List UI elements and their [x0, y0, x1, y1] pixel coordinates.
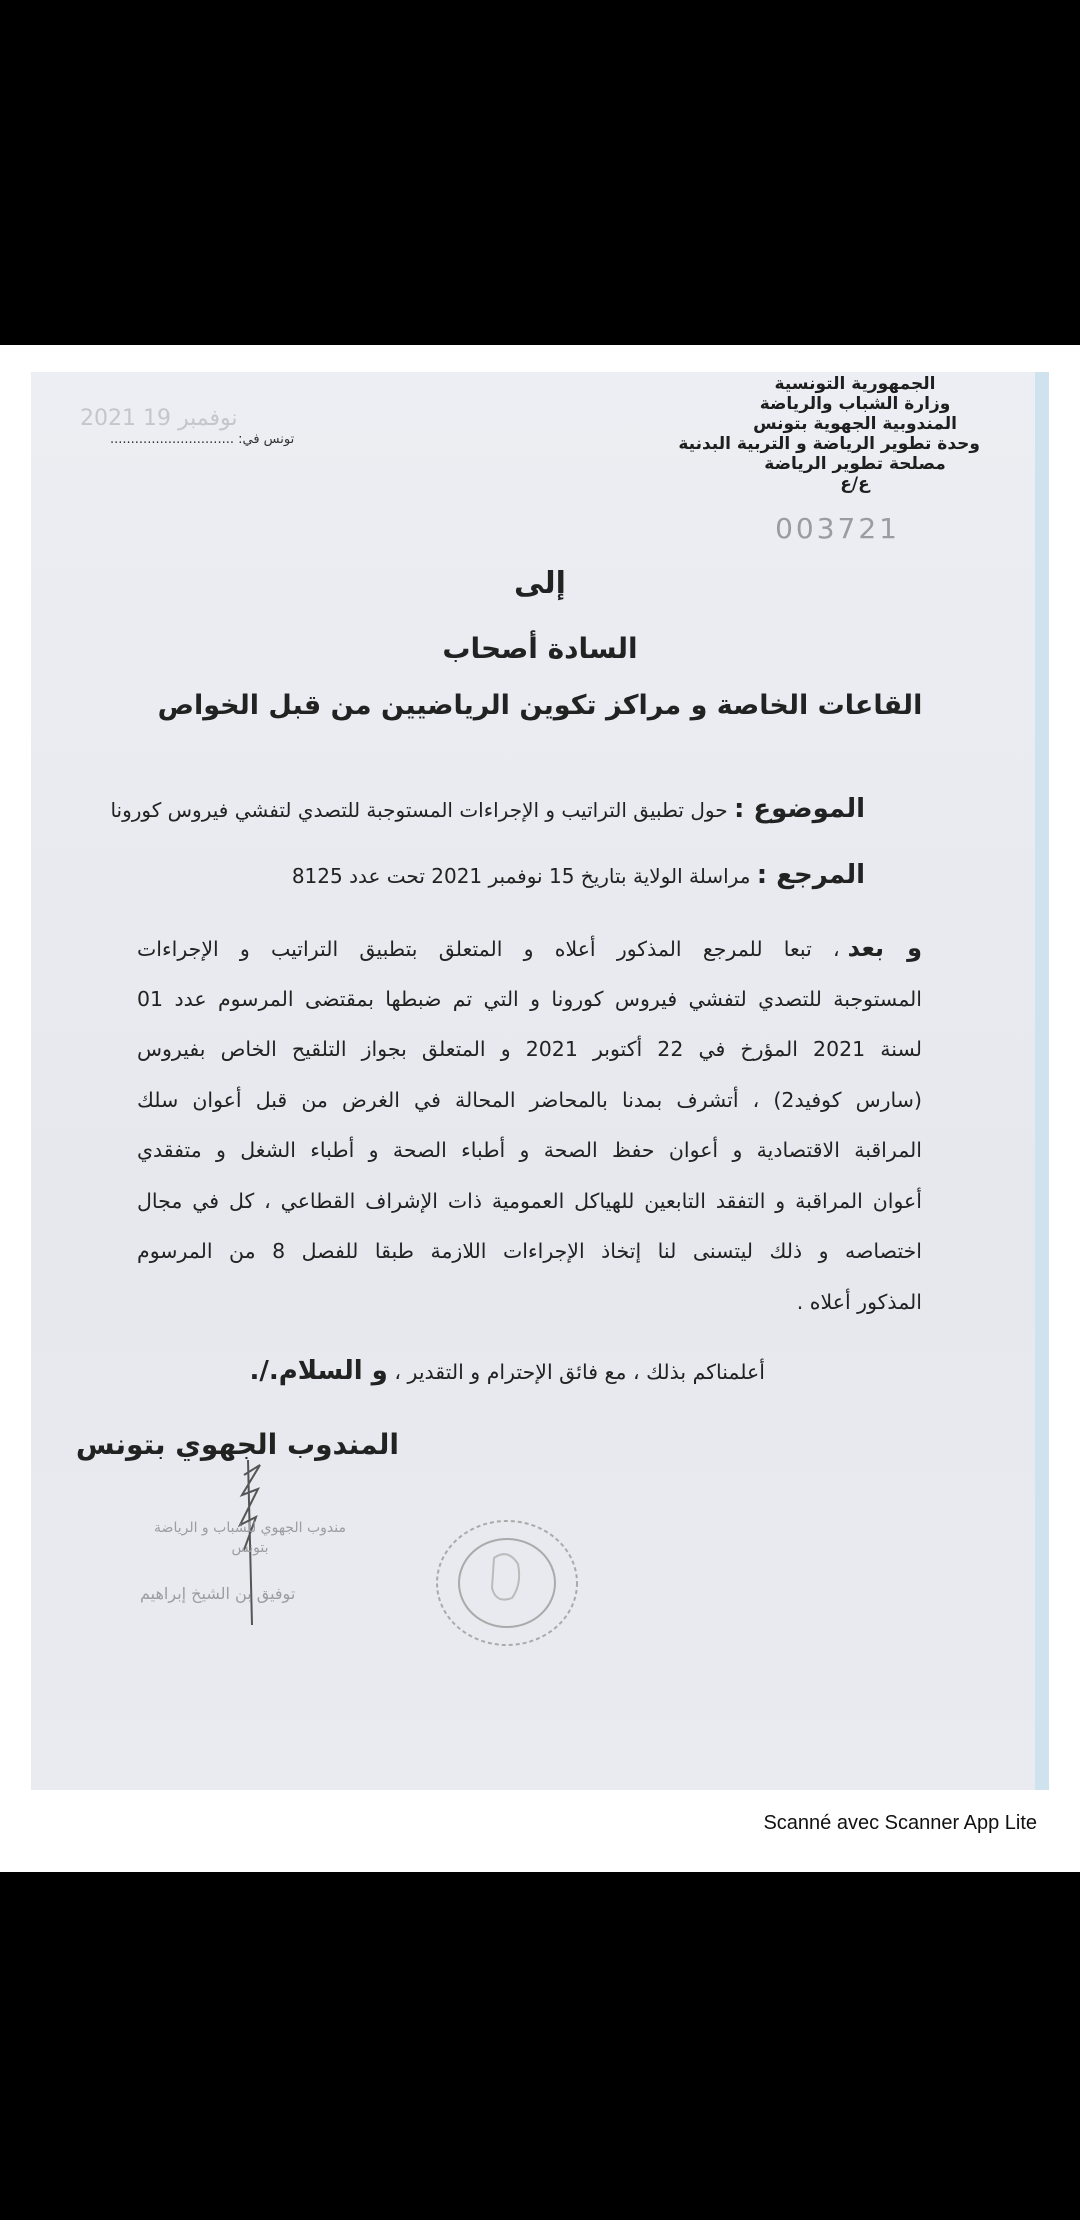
- closing: [249, 1356, 765, 1386]
- body-text: ، تبعا للمرجع المذكور أعلاه و المتعلق بتطبيق التراتيب و الإجراءات: [137, 937, 840, 961]
- body-line: لسنة 2021 المؤرخ في 22 أكتوبر 2021 و المتعلق بجواز التلقيح الخاص بفيروس: [137, 1037, 922, 1061]
- letterhead: [678, 374, 980, 494]
- stamp-line: مندوب الجهوي للشباب و الرياضة: [154, 1520, 346, 1536]
- letterhead-line: وحدة تطوير الرياضة و التربية البدنية: [678, 434, 980, 454]
- addressee-line2: القاعات الخاصة و مراكز تكوين الرياضيين من قبل الخواص: [157, 690, 923, 721]
- addressee-to: إلى: [514, 566, 566, 601]
- body-line: [137, 923, 922, 974]
- date-stamp: 2021 نوفمبر 19: [80, 406, 238, 431]
- body-line: اختصاصه و ذلك ليتسنى لنا إتخاذ الإجراءات اللازمة طبقا للفصل 8 من المرسوم: [137, 1239, 922, 1263]
- signature-title: المندوب الجهوي بتونس: [75, 1428, 399, 1461]
- body-line: أعوان المراقبة و التفقد التابعين للهياكل العمومية ذات الإشراف القطاعي ، كل في مجال: [137, 1188, 922, 1213]
- closing-text: أعلمناكم بذلك ، مع فائق الإحترام و التقدير ،: [387, 1360, 765, 1384]
- letterhead-line: المندوبية الجهوية بتونس: [753, 414, 957, 434]
- registration-number: 003721: [775, 512, 900, 545]
- signatory-stamp: [140, 1518, 360, 1558]
- reference-text: مراسلة الولاية بتاريخ 15 نوفمبر 2021 تحت عدد 8125: [291, 864, 757, 888]
- subject-label: الموضوع :: [733, 794, 865, 824]
- body-line: (سارس كوفيد2) ، أتشرف بمدنا بالمحاضر المحالة في الغرض من قبل أعوان سلك: [137, 1087, 922, 1112]
- reference-label: المرجع :: [756, 860, 865, 890]
- stamp-line: بتونس: [231, 1540, 269, 1556]
- subject: [110, 794, 865, 824]
- body-line: المذكور أعلاه .: [796, 1289, 922, 1314]
- letterhead-line: وزارة الشباب والرياضة: [759, 394, 951, 414]
- letterhead-line: الجمهورية التونسية: [774, 374, 936, 394]
- body-line: المستوجبة للتصدي لتفشي فيروس كورونا و التي تم ضبطها بمقتضى المرسوم عدد 01: [137, 986, 922, 1011]
- subject-text: حول تطبيق التراتيب و الإجراءات المستوجبة للتصدي لتفشي فيروس كورونا: [110, 798, 734, 822]
- official-seal: [432, 1518, 582, 1648]
- body-paragraph: [137, 923, 922, 1327]
- reference: [292, 860, 865, 890]
- letterhead-line: مصلحة تطوير الرياضة: [764, 454, 946, 474]
- date-line: تونس في: ..............................: [110, 432, 295, 447]
- body-lead: و بعد: [847, 934, 922, 962]
- closing-salam: و السلام./.: [249, 1356, 388, 1386]
- letterhead-code: ع/ع: [840, 474, 870, 494]
- signatory-name: توفيق بن الشيخ إبراهيم: [140, 1584, 296, 1603]
- addressee-line1: السادة أصحاب: [442, 632, 638, 665]
- scanner-watermark: Scanné avec Scanner App Lite: [763, 1812, 1037, 1834]
- body-line: المراقبة الاقتصادية و أعوان حفظ الصحة و أطباء الصحة و أطباء الشغل و متفقدي: [137, 1138, 922, 1162]
